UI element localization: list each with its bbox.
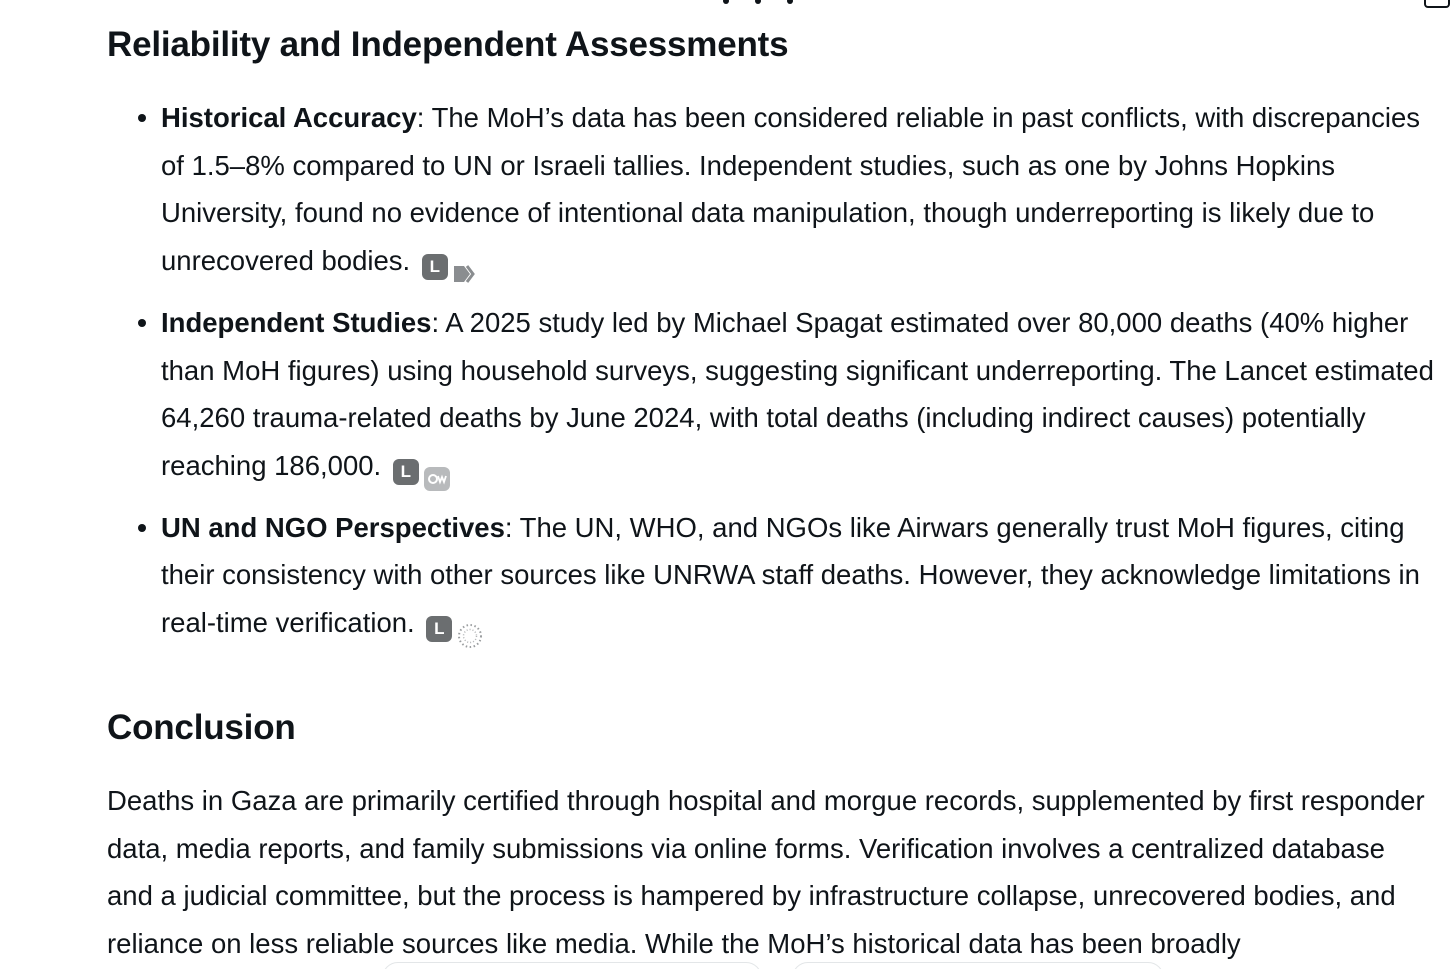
top-cutoff-fragment <box>718 0 798 2</box>
suggestion-chip[interactable] <box>792 962 1164 969</box>
chevron-tag-icon[interactable] <box>452 254 480 280</box>
section-heading-conclusion: Conclusion <box>107 708 296 747</box>
bullet-independent-studies <box>107 299 1437 490</box>
bullet-text: : The UN, WHO, and NGOs like Airwars generally trust MoH figures, citing their consistency with other sources like UNRWA staff deaths. However, they acknowledge limitations in real-time verification. <box>161 511 1420 639</box>
bullet-text: : The MoH’s data has been considered reliable in past conflicts, with discrepancies of 1.5–8% compared to UN or Israeli tallies. Independent studies, such as one by Johns Hopkins University, found no evidence of intentional data manipulation, though underreporting is likely due to unrecovered bodies. <box>161 102 1421 277</box>
citation-group[interactable] <box>422 254 480 280</box>
citation-badge[interactable]: L <box>393 459 419 485</box>
conclusion-paragraph: Deaths in Gaza are primarily certified through hospital and morgue records, supplemented by first responder data, media reports, and family submissions via online forms. Verification involves a centralized database and a judicial committee, but the process is hampered by infrastructure collapse, unrecovered bodies, and reliance on less reliable sources like media. While the MoH’s historical data has been broadly <box>107 785 1425 960</box>
dotted-circle-icon[interactable] <box>456 616 484 642</box>
bullet-historical-accuracy <box>107 94 1437 285</box>
citation-badge[interactable]: L <box>426 616 452 642</box>
bullet-label: UN and NGO Perspectives <box>161 511 505 543</box>
dw-logo-icon[interactable] <box>423 459 451 485</box>
citation-group[interactable] <box>426 616 484 642</box>
suggestion-chip[interactable] <box>382 962 762 969</box>
citation-group[interactable] <box>393 459 451 485</box>
citation-badge[interactable]: L <box>422 254 448 280</box>
bullet-label: Independent Studies <box>161 306 432 338</box>
bullet-label: Historical Accuracy <box>161 102 417 133</box>
corner-icon-fragment[interactable] <box>1424 0 1450 8</box>
bullet-text: : A 2025 study led by Michael Spagat estimated over 80,000 deaths (40% higher than MoH figures) using household surveys, suggesting significant underreporting. The Lancet estimated 64,260 trauma-related deaths by June 2024, with total deaths (including indirect causes) potentially reaching 186,000. <box>161 306 1434 481</box>
reliability-bullet-list <box>107 94 1437 661</box>
section-heading-reliability: Reliability and Independent Assessments <box>107 25 789 64</box>
bullet-un-ngo-perspectives <box>107 504 1437 647</box>
